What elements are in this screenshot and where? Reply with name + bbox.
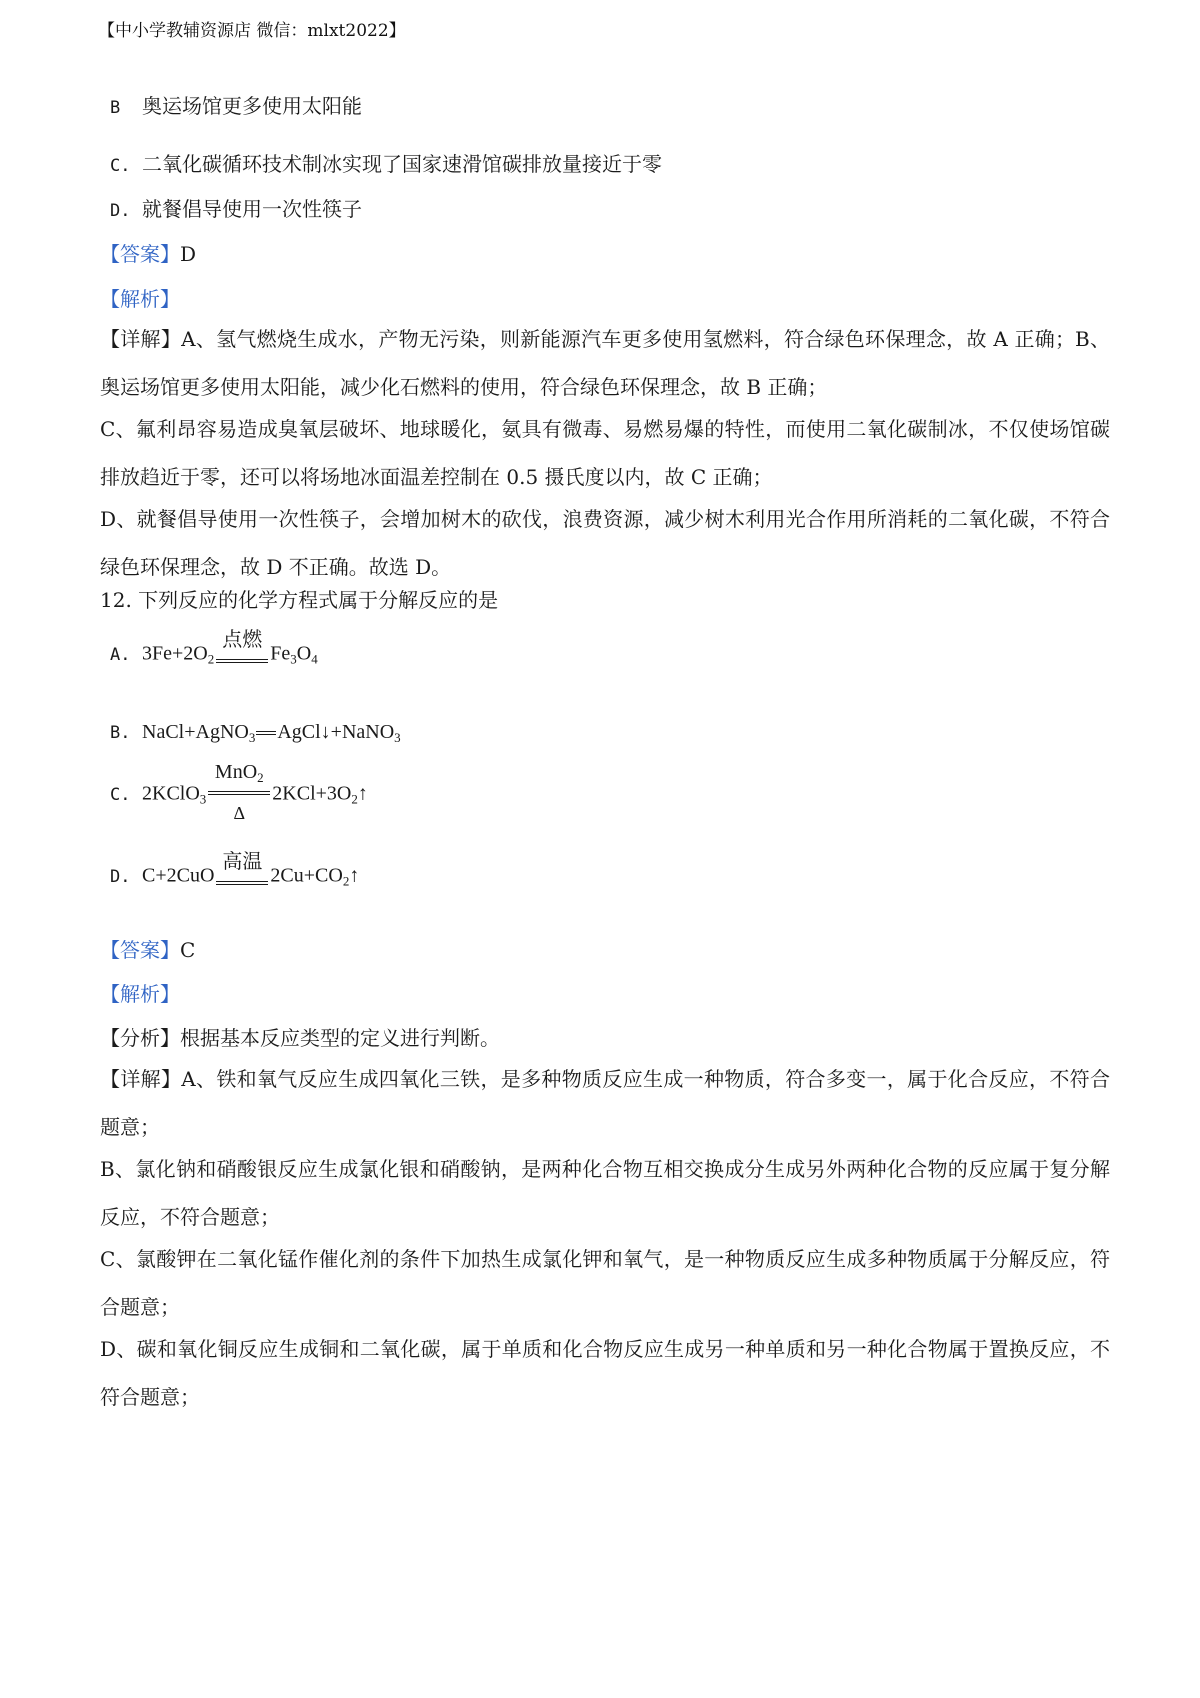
analysis-tag: 【解析】 (100, 982, 180, 1006)
subscript: 2 (351, 791, 358, 807)
subscript: 2 (257, 770, 264, 785)
answer-tag: 【答案】 (100, 938, 180, 962)
equation-a (142, 628, 318, 682)
option-letter: B (110, 98, 121, 118)
q12-option-b (110, 718, 1108, 747)
option-letter: C. (110, 784, 131, 805)
gas-arrow: ↑ (357, 782, 368, 805)
option-text: 二氧化碳循环技术制冰实现了国家速滑馆碳排放量接近于零 (142, 152, 662, 176)
q12-analysis-heading (100, 980, 1108, 1008)
option-letter: B. (110, 723, 131, 743)
equation-c (142, 760, 368, 830)
product: Fe (270, 642, 291, 665)
products: 2KCl+3O (272, 782, 352, 805)
subscript: 2 (207, 651, 215, 667)
equals-line (216, 881, 268, 885)
subscript: 4 (311, 651, 318, 667)
analysis-tag: 【解析】 (100, 287, 180, 311)
q12-option-d (110, 850, 1108, 910)
q11-option-c (110, 150, 1108, 180)
option-text: 就餐倡导使用一次性筷子 (142, 197, 362, 221)
q11-analysis-heading (100, 285, 1108, 313)
option-letter: D. (110, 866, 131, 887)
q12-answer (100, 936, 1108, 964)
q11-detail-ab: 【详解】A、氢气燃烧生成水，产物无污染，则新能源汽车更多使用氢燃料，符合绿色环保理念，故 A 正确；B、奥运场馆更多使用太阳能，减少化石燃料的使用，符合绿色环保理念，故 B 正确； (100, 327, 1110, 399)
q11-option-d (110, 195, 1108, 225)
equation-d (142, 850, 359, 904)
reaction-condition (208, 760, 270, 830)
subscript: 3 (199, 791, 207, 807)
condition-text: 点燃 (222, 629, 263, 651)
watermark-header: 【中小学教辅资源店 微信：mlxt2022】 (98, 21, 406, 41)
option-letter: A. (110, 644, 131, 665)
q11-option-b (110, 92, 1108, 122)
heat-symbol: Δ (233, 803, 246, 823)
reaction-condition (216, 628, 268, 682)
q12-stem: 12. 下列反应的化学方程式属于分解反应的是 (100, 588, 499, 612)
option-letter: C. (110, 156, 131, 176)
q12-detail-c: C、氯酸钾在二氧化锰作催化剂的条件下加热生成氯化钾和氧气，是一种物质反应生成多种物质属于分解反应，符合题意； (100, 1247, 1110, 1319)
q11-answer (100, 240, 1108, 268)
subscript: 3 (394, 730, 401, 745)
answer-value: C (180, 938, 196, 962)
reactants: 2KClO (142, 782, 200, 805)
equals-line (256, 731, 276, 735)
catalyst-text (208, 760, 270, 784)
answer-tag: 【答案】 (100, 242, 180, 266)
answer-value: D (180, 242, 197, 266)
products: AgCl↓+NaNO (277, 721, 395, 743)
catalyst: MnO (214, 761, 258, 783)
reactants: NaCl+AgNO (142, 721, 249, 743)
reaction-condition (216, 850, 268, 904)
q12-detail-d: D、碳和氧化铜反应生成铜和二氧化碳，属于单质和化合物反应生成另一种单质和另一种化合物属于置换反应，不符合题意； (100, 1337, 1110, 1409)
subscript: 3 (248, 730, 256, 745)
products: 2Cu+CO (270, 864, 343, 887)
equals-line (216, 659, 268, 663)
q12-option-c (110, 760, 1108, 830)
reactants: 3Fe+2O (142, 642, 208, 665)
q11-detail-c: C、氟利昂容易造成臭氧层破坏、地球暖化，氨具有微毒、易燃易爆的特性，而使用二氧化碳制冰，不仅使场馆碳排放趋近于零，还可以将场地冰面温差控制在 0.5 摄氏度以内，故 C 正确； (100, 417, 1110, 489)
equals-line (208, 791, 270, 795)
subscript: 2 (342, 873, 350, 889)
option-letter: D. (110, 201, 131, 221)
reactants: C+2CuO (142, 864, 215, 887)
q12-option-a (110, 628, 1108, 688)
product: O (296, 642, 312, 665)
option-text: 奥运场馆更多使用太阳能 (142, 94, 362, 118)
q11-detail-d: D、就餐倡导使用一次性筷子，会增加树木的砍伐，浪费资源，减少树木利用光合作用所消耗的二氧化碳，不符合绿色环保理念，故 D 不正确。故选 D。 (100, 507, 1110, 579)
q12-detail-a: 【详解】A、铁和氧气反应生成四氧化三铁，是多种物质反应生成一种物质，符合多变一，属于化合反应，不符合题意； (100, 1067, 1110, 1139)
gas-arrow: ↑ (349, 864, 360, 887)
condition-text: 高温 (222, 851, 263, 873)
subscript: 3 (290, 651, 297, 667)
q12-detail-b: B、氯化钠和硝酸银反应生成氯化银和硝酸钠，是两种化合物互相交换成分生成另外两种化合物的反应属于复分解反应，不符合题意； (100, 1157, 1110, 1229)
q12-analysis: 【分析】根据基本反应类型的定义进行判断。 (100, 1026, 500, 1050)
